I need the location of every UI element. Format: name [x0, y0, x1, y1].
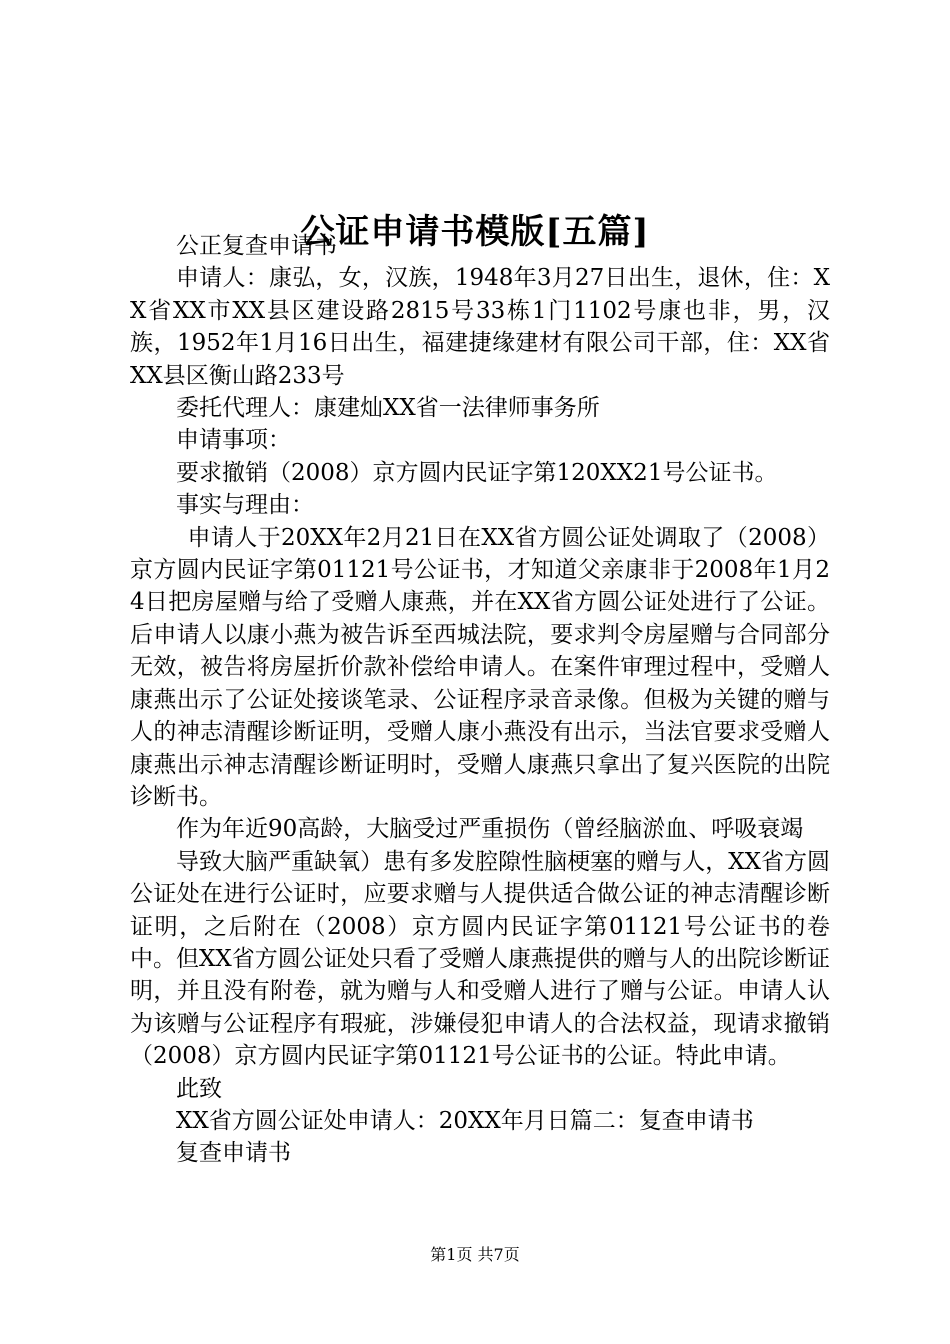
paragraph-facts-label: 事实与理由： [176, 492, 314, 519]
paragraph-matters-label: 申请事项： [176, 427, 291, 454]
paragraph-next-title: 复查申请书 [176, 1140, 291, 1167]
paragraph-facts: 申请人于20XX年2月21日在XX省方圆公证处调取了（2008）京方圆内民证字第01121号公证书，才知道父亲康非于2008年1月24日把房屋赠与给了受赠人康燕，并在XX省方圆公证处进行了公证。后申请人以康小燕为被告诉至西城法院，要求判令房屋赠与合同部分无效，被告将房屋折价款补偿给申请人。在案件审理过程中，受赠人康燕出示了公证处接谈笔录、公证程序录音录像。但极为关键的赠与人的神志清醒诊断证明，受赠人康小燕没有出示，当法官要求受赠人康燕出示神志清醒诊断证明时，受赠人康燕只拿出了复兴医院的出院诊断书。 [130, 524, 830, 810]
paragraph-applicant: 申请人：康弘，女，汉族，1948年3月27日出生，退休，住：XX省XX市XX县区建设路2815号33栋1门1102号康也非，男，汉族，1952年1月16日出生，福建捷缘建材有限公司干部，住：XX省XX县区衡山路233号 [130, 265, 830, 389]
document-title: 公证申请书模版[五篇] [300, 211, 650, 252]
paragraph-age: 作为年近90高龄，大脑受过严重损伤（曾经脑淤血、呼吸衰竭 [176, 816, 804, 843]
paragraph-request: 要求撤销（2008）京方圆内民证字第120XX21号公证书。 [176, 459, 778, 486]
page-number: 第1页 共7页 [430, 1245, 520, 1264]
paragraph-recipient: XX省方圆公证处申请人：20XX年月日篇二：复查申请书 [176, 1107, 754, 1134]
document-body [130, 230, 830, 1170]
paragraph-closing: 此致 [176, 1075, 222, 1102]
paragraph-agent: 委托代理人：康建灿XX省一法律师事务所 [176, 395, 600, 422]
paragraph-heading: 公正复查申请书 [176, 233, 337, 259]
paragraph-argument: 导致大脑严重缺氧）患有多发腔隙性脑梗塞的赠与人，XX省方圆公证处在进行公证时，应要求赠与人提供适合做公证的神志清醒诊断证明，之后附在（2008）京方圆内民证字第01121号公证书的卷中。但XX省方圆公证处只看了受赠人康燕提供的赠与人的出院诊断证明，并且没有附卷，就为赠与人和受赠人进行了赠与公证。申请人认为该赠与公证程序有瑕疵，涉嫌侵犯申请人的合法权益，现请求撤销（2008）京方圆内民证字第01121号公证书的公证。特此申请。 [130, 848, 830, 1070]
